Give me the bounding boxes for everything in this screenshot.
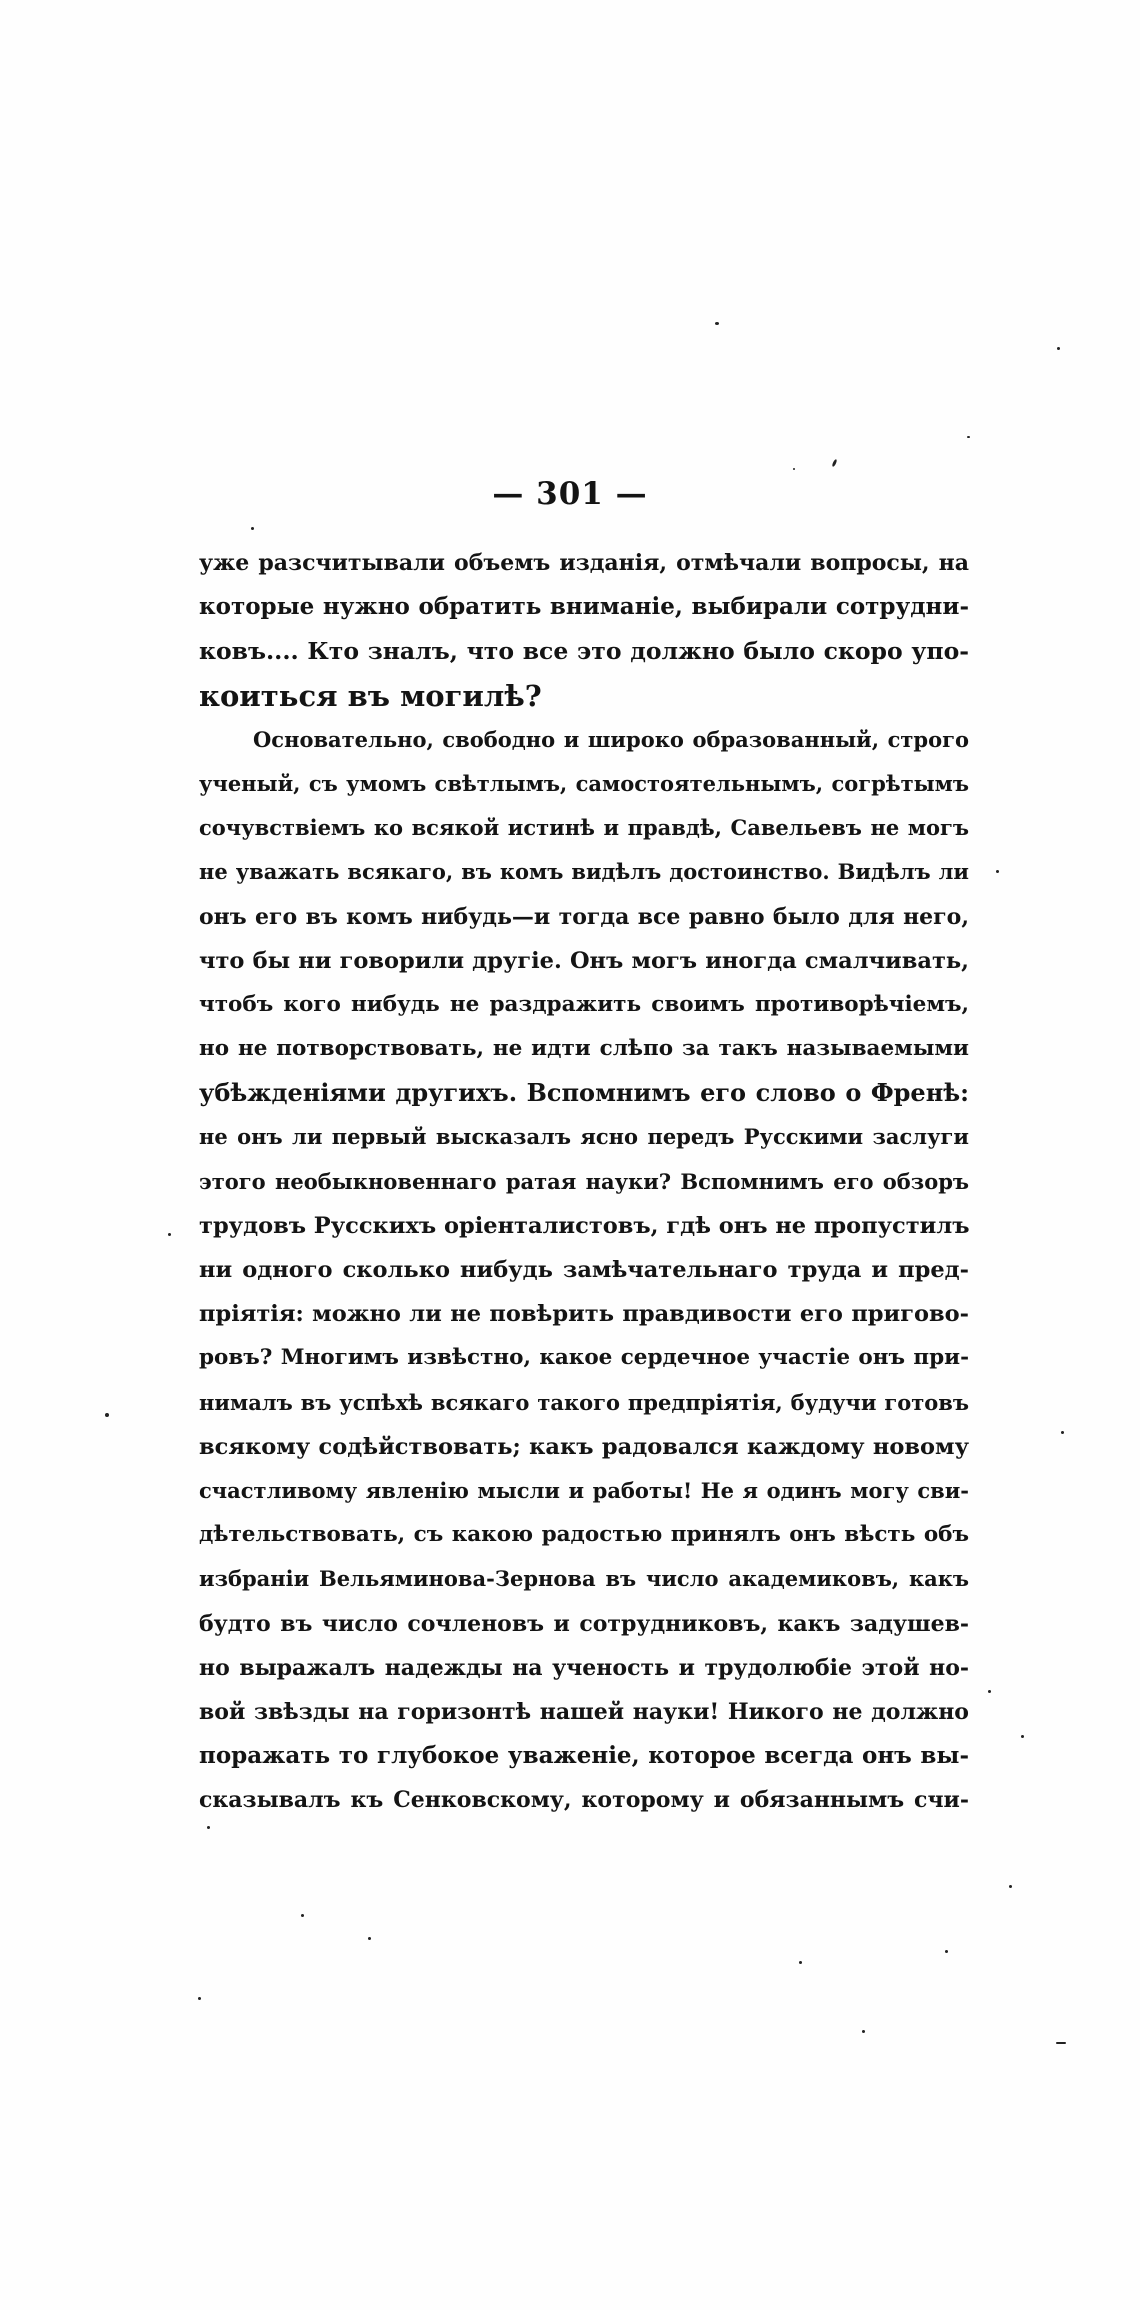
scan-speck — [799, 1961, 802, 1964]
text-line: но выражалъ надежды на ученость и трудолюбіе этой но- — [199, 1654, 969, 1681]
text-line: Основательно, свободно и широко образованный, строго — [253, 726, 969, 752]
scan-speck — [198, 1997, 201, 2000]
text-line: убѣжденіями другихъ. Вспомнимъ его слово о Френѣ: — [199, 1078, 969, 1108]
scan-speck — [996, 870, 999, 873]
text-line: вой звѣзды на горизонтѣ нашей науки! Никого не должно — [199, 1698, 969, 1725]
scan-speck — [793, 468, 795, 470]
text-line: ни одного сколько нибудь замѣчательнаго труда и пред- — [199, 1257, 969, 1283]
text-line: будто въ число сочленовъ и сотрудниковъ, какъ задушев- — [199, 1610, 969, 1637]
text-line: нималъ въ успѣхѣ всякаго такого предпріятія, будучи готовъ — [199, 1389, 969, 1415]
text-line: но не потворствовать, не идти слѣпо за такъ называемыми — [199, 1036, 969, 1062]
scan-speck — [1009, 1885, 1012, 1888]
text-line: не онъ ли первый высказалъ ясно передъ Русскими заслуги — [199, 1124, 969, 1150]
text-line: всякому содѣйствовать; какъ радовался каждому новому — [199, 1433, 969, 1460]
text-line: ученый, съ умомъ свѣтлымъ, самостоятельнымъ, согрѣтымъ — [199, 770, 969, 796]
scan-speck — [301, 1914, 304, 1917]
text-line: пріятія: можно ли не повѣрить правдивости его пригово- — [199, 1301, 969, 1328]
scan-speck — [1061, 1431, 1064, 1434]
scan-speck — [168, 1233, 171, 1236]
scan-speck — [715, 322, 719, 325]
text-line: коиться въ могилѣ? — [199, 678, 542, 713]
text-line: которые нужно обратить вниманіе, выбирали сотрудни- — [199, 593, 969, 621]
text-line: трудовъ Русскихъ оріенталистовъ, гдѣ онъ не пропустилъ — [199, 1212, 970, 1239]
scan-speck — [988, 1690, 991, 1693]
scan-speck — [368, 1937, 371, 1940]
scan-speck — [862, 2030, 865, 2033]
scan-speck — [1056, 2042, 1066, 2044]
scan-speck — [207, 1826, 210, 1829]
scan-speck — [967, 436, 970, 438]
text-line: поражать то глубокое уваженіе, которое всегда онъ вы- — [199, 1742, 969, 1770]
text-line: сочувствіемъ ко всякой истинѣ и правдѣ, Савельевъ не могъ — [199, 815, 969, 841]
scan-speck — [945, 1950, 948, 1953]
scan-speck — [1021, 1735, 1024, 1738]
scan-speck — [831, 459, 837, 468]
text-line: счастливому явленію мысли и работы! Не я одинъ могу сви- — [199, 1477, 969, 1503]
text-line: не уважать всякаго, въ комъ видѣлъ достоинство. Видѣлъ ли — [199, 859, 969, 885]
text-line: избраніи Вельяминова-Зернова въ число академиковъ, какъ — [199, 1566, 969, 1592]
text-line: этого необыкновеннаго ратая науки? Вспомнимъ его обзоръ — [199, 1168, 969, 1194]
text-line: что бы ни говорили другіе. Онъ могъ иногда смалчивать, — [199, 947, 969, 974]
text-line: сказывалъ къ Сенковскому, которому и обязаннымъ счи- — [199, 1787, 969, 1814]
text-line: чтобъ кого нибудь не раздражить своимъ противорѣчіемъ, — [199, 991, 969, 1017]
scan-speck — [251, 527, 254, 530]
text-line: ровъ? Многимъ извѣстно, какое сердечное участіе онъ при- — [199, 1345, 969, 1371]
text-line: уже разсчитывали объемъ изданія, отмѣчали вопросы, на — [199, 550, 969, 576]
scan-speck — [105, 1413, 109, 1417]
page-number: — 301 — — [492, 476, 648, 512]
scan-speck — [1057, 347, 1060, 350]
body-text — [199, 541, 969, 1822]
text-line: дѣтельствовать, съ какою радостью принялъ онъ вѣсть объ — [199, 1522, 969, 1548]
text-line: онъ его въ комъ нибудь—и тогда все равно было для него, — [199, 903, 969, 930]
text-line: ковъ.... Кто зналъ, что все это должно было скоро упо- — [199, 637, 969, 666]
